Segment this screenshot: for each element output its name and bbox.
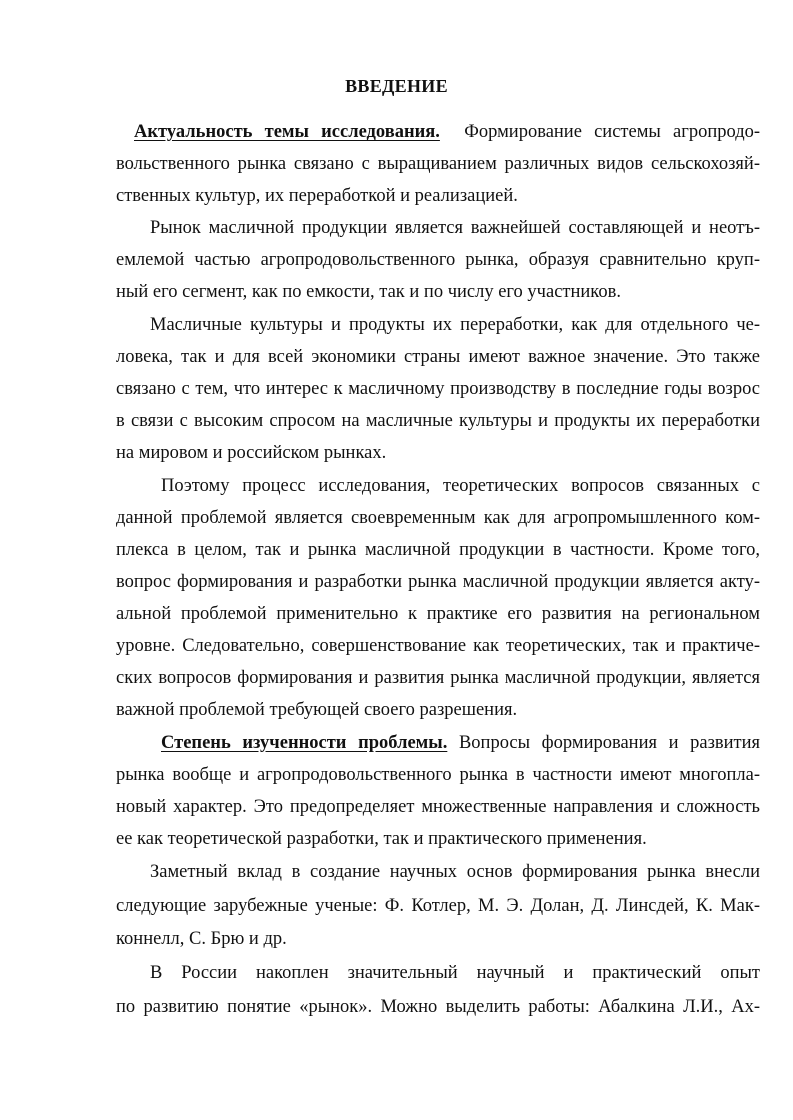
paragraph-line: ловека, так и для всей экономики страны имеют важное значение. Это также (116, 347, 760, 367)
line-text: Формирование системы агропродо- (464, 122, 761, 142)
paragraph-line: ских вопросов формирования и развития рынка масличной продукции, является (116, 668, 760, 688)
section-title-research-degree: Степень изученности проблемы. (161, 733, 448, 753)
paragraph-line: следующие зарубежные ученые: Ф. Котлер, М. Э. Долан, Д. Линсдей, К. Мак- (116, 896, 760, 916)
paragraph-line: важной проблемой требующей своего разрешения. (116, 700, 518, 720)
page-title: ВВЕДЕНИЕ (345, 76, 448, 96)
paragraph-line: ее как теоретической разработки, так и практического применения. (116, 829, 647, 849)
section-title-relevance: Актуальность темы исследования. (134, 122, 440, 142)
paragraph-line: коннелл, С. Брю и др. (116, 929, 287, 949)
paragraph-line: связано с тем, что интерес к масличному производству в последние годы возрос (116, 379, 760, 399)
paragraph-line: вольственного рынка связано с выращиванием различных видов сельскохозяй- (116, 154, 760, 174)
paragraph-line: ственных культур, их переработкой и реализацией. (116, 186, 518, 206)
paragraph-line (161, 731, 760, 755)
paragraph-line: альной проблемой применительно к практике его развития на региональном (116, 604, 760, 624)
paragraph-line: В России накоплен значительный научный и практический опыт (150, 963, 760, 983)
paragraph-line: рынка вообще и агропродовольственного рынка в частности имеют многопла- (116, 765, 760, 785)
paragraph-line: новый характер. Это предопределяет множественные направления и сложность (116, 797, 760, 817)
paragraph-line: уровне. Следовательно, совершенствование как теоретических, так и практиче- (116, 636, 760, 656)
paragraph-line: ный его сегмент, как по емкости, так и по числу его участников. (116, 282, 621, 302)
paragraph-line: Рынок масличной продукции является важнейшей составляющей и неотъ- (150, 218, 760, 238)
paragraph-line: Заметный вклад в создание научных основ формирования рынка внесли (150, 862, 760, 882)
paragraph-line (134, 120, 760, 144)
paragraph-line: емлемой частью агропродовольственного рынка, образуя сравнительно круп- (116, 250, 760, 270)
paragraph-line: в связи с высоким спросом на масличные культуры и продукты их переработки (116, 411, 760, 431)
paragraph-line: данной проблемой является своевременным как для агропромышленного ком- (116, 508, 760, 528)
paragraph-line: вопрос формирования и разработки рынка масличной продукции является акту- (116, 572, 760, 592)
paragraph-line: по развитию понятие «рынок». Можно выделить работы: Абалкина Л.И., Ах- (116, 997, 760, 1017)
paragraph-line: Масличные культуры и продукты их переработки, как для отдельного че- (150, 315, 760, 335)
paragraph-line: плекса в целом, так и рынка масличной продукции в частности. Кроме того, (116, 540, 760, 560)
paragraph-line: Поэтому процесс исследования, теоретических вопросов связанных с (161, 476, 760, 496)
line-text: Вопросы формирования и развития (458, 733, 761, 753)
paragraph-line: на мировом и российском рынках. (116, 443, 387, 463)
